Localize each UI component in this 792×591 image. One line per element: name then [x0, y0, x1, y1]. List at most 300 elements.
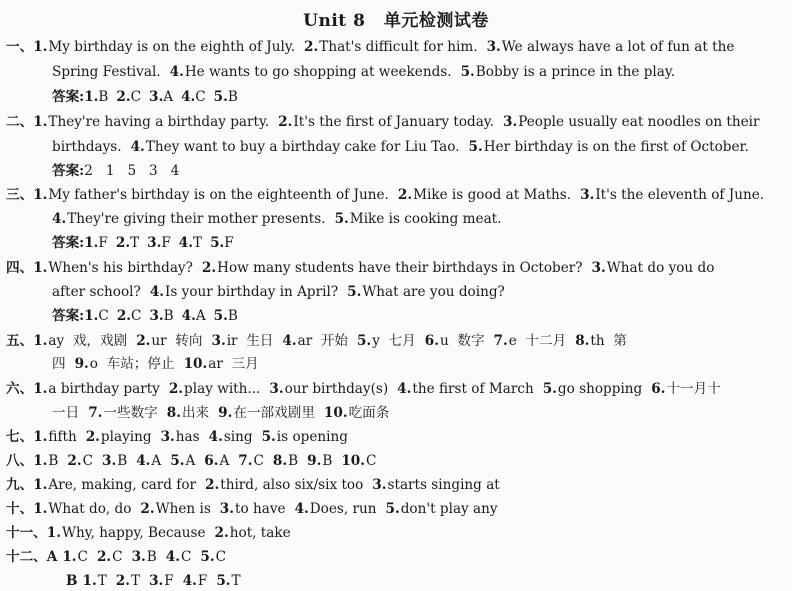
- item-text: 在一部戏剧里: [233, 405, 315, 421]
- unit-label: Unit 8: [303, 11, 366, 31]
- item-number: 5.: [170, 453, 185, 469]
- section-2-line-2: [52, 138, 758, 156]
- item-text: C: [82, 453, 93, 469]
- section-10-line-1: [6, 500, 507, 518]
- section-label: 五、: [6, 333, 34, 349]
- item-number: 5.: [460, 64, 475, 80]
- answer-item: [149, 572, 174, 590]
- section-1-answer: [52, 88, 246, 106]
- answer-item: [273, 452, 298, 470]
- item-text: 一些数字: [103, 405, 158, 421]
- section-label: 十、: [6, 501, 34, 517]
- answer-item: [216, 572, 240, 590]
- item-text: Is your birthday in April?: [165, 284, 339, 300]
- item-number: 2.: [278, 114, 293, 130]
- answer-item: [170, 452, 195, 470]
- answer-item: [341, 452, 376, 470]
- item-text: It's the eleventh of June.: [595, 187, 765, 203]
- item-number: 1.: [33, 260, 48, 276]
- item-text: fifth: [48, 429, 77, 445]
- answer-item: [209, 428, 253, 446]
- item-number: 3.: [211, 333, 226, 349]
- item-text: a birthday party: [48, 381, 160, 397]
- answer-label: 答案:: [52, 235, 85, 251]
- item-number: 7.: [493, 333, 508, 349]
- answer-item: [132, 548, 157, 566]
- answer-item: [184, 355, 259, 373]
- item-number: 4.: [294, 501, 309, 517]
- item-number: 2.: [85, 429, 100, 445]
- answer-item: [136, 332, 202, 350]
- part-a-label: A: [46, 549, 58, 565]
- answer-item: [52, 138, 122, 156]
- answer-item: [169, 380, 261, 398]
- section-3-row-1: [33, 187, 773, 203]
- item-text: B: [117, 453, 128, 469]
- item-text: our birthday(s): [284, 381, 389, 397]
- item-number: 1.: [33, 381, 48, 397]
- answer-choice: [210, 234, 234, 252]
- item-text: the first of March: [412, 381, 534, 397]
- item-text: A: [219, 453, 230, 469]
- item-number: 1.: [33, 333, 48, 349]
- answer-item: [238, 452, 264, 470]
- answer-item: [170, 63, 452, 81]
- section-2-row-1: [33, 114, 768, 130]
- section-1-row-1: [33, 39, 743, 55]
- item-text: hot, take: [229, 525, 291, 541]
- answer-item: [150, 283, 338, 301]
- item-number: 5.: [542, 381, 557, 397]
- choice-number: 2.: [115, 235, 131, 251]
- item-text: 四: [52, 356, 66, 372]
- item-text: They're having a birthday party.: [48, 114, 270, 130]
- answer-choice: [84, 234, 108, 252]
- item-text: Why, happy, Because: [61, 525, 206, 541]
- item-text: It's the first of January today.: [293, 114, 495, 130]
- item-number: 8.: [272, 453, 288, 469]
- item-number: 3.: [269, 381, 284, 397]
- item-number: 5.: [200, 549, 215, 565]
- item-number: 10.: [323, 405, 348, 421]
- item-number: 2.: [304, 39, 319, 55]
- item-text: T: [130, 573, 141, 589]
- section-label: 八、: [6, 453, 34, 469]
- section-10-row-1: [33, 501, 506, 517]
- answer-item: [278, 113, 494, 131]
- item-text: C: [77, 549, 88, 565]
- item-text: o 车站；停止: [89, 356, 175, 372]
- section-6-line-1: [6, 380, 730, 398]
- answer-item: [33, 186, 389, 204]
- item-number: 6.: [424, 333, 439, 349]
- answer-item: [75, 355, 175, 373]
- answer-label: 答案:: [52, 308, 85, 324]
- item-number: 4.: [182, 573, 197, 589]
- answer-item: [33, 452, 58, 470]
- item-number: 5.: [334, 211, 349, 227]
- choice-number: 5.: [213, 308, 228, 324]
- choice-number: 5.: [210, 235, 225, 251]
- choice-number: 3.: [149, 308, 164, 324]
- section-label: 四、: [6, 260, 34, 276]
- item-number: 8.: [166, 405, 181, 421]
- answer-label: 答案:: [52, 89, 85, 105]
- item-text: third, also six/six too: [220, 477, 364, 493]
- item-number: 2.: [214, 525, 229, 541]
- choice-number: 4.: [181, 89, 196, 105]
- choice-number: 1.: [84, 89, 99, 105]
- item-number: 1.: [33, 429, 48, 445]
- answer-item: [166, 548, 192, 566]
- choice-value: T: [130, 235, 140, 251]
- answer-item: [357, 332, 416, 350]
- choice-value: F: [98, 235, 108, 251]
- answer-choice: [214, 307, 238, 325]
- item-number: 4.: [130, 139, 145, 155]
- section-12-line-1: [6, 548, 235, 566]
- item-text: to have: [235, 501, 286, 517]
- choice-value: B: [163, 308, 174, 324]
- answer-choice: [84, 88, 108, 106]
- choice-number: 4.: [181, 308, 196, 324]
- section-5-line-1: [6, 332, 636, 350]
- section-label: 十二、: [6, 549, 47, 565]
- item-text: Mike is good at Maths.: [413, 187, 572, 203]
- answer-item: [83, 572, 107, 590]
- item-number: 3.: [102, 453, 117, 469]
- section-12-line-2: [66, 572, 250, 590]
- answer-choice: [149, 88, 173, 106]
- item-number: 7.: [88, 405, 103, 421]
- item-text: ar 开始: [297, 333, 349, 349]
- answer-item: [202, 259, 583, 277]
- answer-label: 答案:: [52, 163, 85, 179]
- section-4-row-1: [33, 260, 723, 276]
- item-text: What are you doing?: [362, 284, 505, 300]
- item-number: 3.: [160, 429, 175, 445]
- choice-number: 1.: [84, 235, 99, 251]
- choice-value: C: [131, 308, 142, 324]
- item-number: 3.: [580, 187, 595, 203]
- answer-item: [33, 476, 196, 494]
- item-number: 3.: [486, 39, 501, 55]
- item-number: 4.: [282, 333, 297, 349]
- answer-item: [131, 138, 460, 156]
- answer-item: [220, 500, 286, 518]
- item-number: 2.: [67, 453, 82, 469]
- answer-item: [86, 428, 152, 446]
- answer-item: [33, 259, 193, 277]
- answer-item: [97, 548, 123, 566]
- item-text: What do you do: [606, 260, 715, 276]
- item-text: Mike is cooking meat.: [349, 211, 502, 227]
- item-text: y 七月: [372, 333, 416, 349]
- item-text: My father's birthday is on the eighteenth of June.: [48, 187, 389, 203]
- item-number: 2.: [205, 477, 220, 493]
- choice-value: B: [98, 89, 109, 105]
- answer-item: [33, 332, 127, 350]
- answer-choice: [182, 307, 206, 325]
- item-number: 6.: [651, 381, 666, 397]
- section-11-row-1: [47, 525, 300, 541]
- item-number: 3.: [149, 573, 164, 589]
- item-text: We always have a lot of fun at the: [501, 39, 735, 55]
- section-7-row-1: [33, 429, 357, 445]
- item-number: 4.: [136, 453, 151, 469]
- section-2-answer: [52, 162, 179, 180]
- answer-item: [592, 259, 715, 277]
- item-text: T: [97, 573, 107, 589]
- item-number: 1.: [33, 114, 48, 130]
- part-b-answers: [83, 573, 250, 589]
- answer-item: [580, 186, 764, 204]
- item-number: 5.: [347, 284, 362, 300]
- answer-item: [102, 452, 127, 470]
- item-text: u 数字: [439, 333, 485, 349]
- item-text: F: [197, 573, 208, 589]
- choice-value: B: [227, 89, 238, 105]
- item-number: 1.: [33, 477, 48, 493]
- item-text: F: [164, 573, 174, 589]
- answer-item: [116, 572, 140, 590]
- choice-value: A: [195, 308, 206, 324]
- answer-item: [52, 210, 326, 228]
- item-text: B: [322, 453, 333, 469]
- answer-item: [33, 113, 269, 131]
- item-text: They want to buy a birthday cake for Liu Tao.: [145, 139, 460, 155]
- answer-item: [52, 404, 79, 422]
- answer-item: [503, 113, 760, 131]
- item-number: 4.: [165, 549, 180, 565]
- section-6-line-2: [52, 404, 398, 422]
- item-text: has: [175, 429, 200, 445]
- item-text: B: [288, 453, 299, 469]
- section-4-line-1: [6, 259, 723, 277]
- item-text: T: [231, 573, 241, 589]
- item-number: 10.: [183, 356, 208, 372]
- answer-values: 2 1 5 3 4: [84, 163, 180, 179]
- choice-number: 3.: [147, 235, 162, 251]
- item-number: 3.: [131, 549, 146, 565]
- item-number: 4.: [208, 429, 223, 445]
- answer-item: [47, 524, 206, 542]
- item-text: When is: [155, 501, 211, 517]
- answer-item: [167, 404, 209, 422]
- item-number: 6.: [204, 453, 219, 469]
- choice-number: 1.: [84, 308, 99, 324]
- item-text: sing: [223, 429, 253, 445]
- item-number: 4.: [52, 211, 67, 227]
- answer-choice: [181, 88, 206, 106]
- item-number: 2.: [140, 501, 155, 517]
- answer-item: [215, 524, 291, 542]
- answer-item: [183, 572, 208, 590]
- item-text: th 第: [590, 333, 627, 349]
- answer-choice: [147, 234, 171, 252]
- item-text: He wants to go shopping at weekends.: [184, 64, 452, 80]
- section-label: 一、: [6, 39, 34, 55]
- item-number: 4.: [149, 284, 165, 300]
- answer-item: [469, 138, 749, 156]
- item-number: 5.: [468, 139, 483, 155]
- answer-values: [84, 235, 241, 251]
- item-text: ar 三月: [208, 356, 259, 372]
- choice-value: F: [224, 235, 234, 251]
- section-7-line-1: [6, 428, 357, 446]
- answer-choice: [214, 88, 238, 106]
- answer-item: [575, 332, 627, 350]
- item-number: 1.: [33, 501, 48, 517]
- answer-item: [269, 380, 388, 398]
- answer-item: [487, 38, 735, 56]
- choice-number: 2.: [116, 308, 132, 324]
- item-text: 吃面条: [348, 405, 390, 421]
- section-5-row-1: [33, 333, 636, 349]
- item-text: C: [365, 453, 377, 469]
- answer-item: [204, 452, 229, 470]
- answer-item: [205, 476, 363, 494]
- choice-number: 4.: [178, 235, 193, 251]
- item-number: 4.: [397, 381, 412, 397]
- answer-choice: [116, 88, 141, 106]
- item-text: C: [253, 453, 264, 469]
- item-number: 9.: [74, 356, 89, 372]
- answer-item: [398, 186, 571, 204]
- item-number: 1.: [33, 187, 48, 203]
- answer-item: [494, 332, 567, 350]
- section-3-answer: [52, 234, 242, 252]
- section-label: 七、: [6, 429, 34, 445]
- item-number: 10.: [341, 453, 365, 469]
- item-text: 一日: [52, 405, 80, 421]
- item-text: A: [151, 453, 162, 469]
- item-number: 2.: [168, 381, 184, 397]
- section-label: 六、: [6, 381, 34, 397]
- answer-item: [200, 548, 226, 566]
- answer-item: [88, 404, 158, 422]
- item-text: How many students have their birthdays in October?: [217, 260, 583, 276]
- item-text: Are, making, card for: [48, 477, 197, 493]
- section-label: 三、: [6, 187, 34, 203]
- item-text: don't play any: [400, 501, 498, 517]
- answer-item: [386, 500, 498, 518]
- item-number: 9.: [218, 405, 233, 421]
- item-text: birthdays.: [52, 139, 122, 155]
- section-1-line-2: [52, 63, 684, 81]
- answer-item: [282, 332, 348, 350]
- item-text: after school?: [52, 284, 141, 300]
- answer-item: [136, 452, 161, 470]
- item-text: They're giving their mother presents.: [67, 211, 326, 227]
- item-text: starts singing at: [387, 477, 500, 493]
- answer-choice: [149, 307, 173, 325]
- section-2-line-1: [6, 113, 769, 131]
- item-number: 5.: [385, 501, 400, 517]
- item-text: C: [112, 549, 123, 565]
- choice-value: C: [130, 89, 142, 105]
- section-3-line-2: [52, 210, 510, 228]
- part-b-label: B: [66, 573, 78, 589]
- item-number: 3.: [503, 114, 518, 130]
- answer-item: [33, 380, 160, 398]
- item-number: 8.: [575, 333, 590, 349]
- item-text: What do, do: [48, 501, 132, 517]
- answer-item: [324, 404, 389, 422]
- item-text: People usually eat noodles on their: [518, 114, 760, 130]
- answer-item: [461, 63, 676, 81]
- item-number: 4.: [169, 64, 184, 80]
- item-number: 2.: [201, 260, 217, 276]
- item-text: That's difficult for him.: [319, 39, 478, 55]
- section-label: 十一、: [6, 525, 47, 541]
- answer-item: [262, 428, 348, 446]
- answer-item: [304, 38, 478, 56]
- answer-item: [218, 404, 315, 422]
- item-number: 5.: [357, 333, 372, 349]
- answer-item: [140, 500, 210, 518]
- choice-number: 5.: [213, 89, 228, 105]
- item-number: 1.: [82, 573, 97, 589]
- choice-number: 2.: [116, 89, 131, 105]
- item-text: ir 生日: [226, 333, 274, 349]
- item-text: Does, run: [309, 501, 377, 517]
- item-text: Bobby is a prince in the play.: [475, 64, 676, 80]
- choice-value: C: [98, 308, 109, 324]
- section-8-row-1: [33, 453, 385, 469]
- item-text: ur 转向: [151, 333, 203, 349]
- answer-item: [651, 380, 721, 398]
- choice-value: C: [195, 89, 206, 105]
- section-11-line-1: [6, 524, 300, 542]
- item-text: playing: [100, 429, 152, 445]
- answer-item: [212, 332, 274, 350]
- item-text: go shopping: [557, 381, 643, 397]
- answer-item: [372, 476, 499, 494]
- item-text: When's his birthday?: [48, 260, 193, 276]
- item-text: ay 戏，戏剧: [48, 333, 128, 349]
- answer-item: [335, 210, 502, 228]
- answer-choice: [84, 307, 109, 325]
- section-1-line-1: [6, 38, 743, 56]
- answer-item: [425, 332, 485, 350]
- item-text: B: [48, 453, 59, 469]
- answer-item: [161, 428, 200, 446]
- section-9-row-1: [33, 477, 509, 493]
- answer-item: [295, 500, 377, 518]
- answer-values: [84, 89, 246, 105]
- item-number: 1.: [33, 39, 48, 55]
- choice-value: B: [227, 308, 238, 324]
- item-number: 2.: [397, 187, 413, 203]
- section-4-answer: [52, 307, 246, 325]
- section-8-line-1: [6, 452, 385, 470]
- item-text: Her birthday is on the first of October.: [483, 139, 749, 155]
- item-number: 7.: [238, 453, 253, 469]
- answer-item: [52, 63, 161, 81]
- item-number: 2.: [115, 573, 130, 589]
- choice-value: T: [192, 235, 203, 251]
- choice-number: 3.: [149, 89, 164, 105]
- item-text: is opening: [276, 429, 348, 445]
- part-a-answers: [62, 549, 235, 565]
- title-text: 单元检测试卷: [383, 11, 489, 31]
- answer-choice: [116, 234, 139, 252]
- item-text: 十一月十: [666, 381, 721, 397]
- item-number: 3.: [372, 477, 387, 493]
- item-text: My birthday is on the eighth of July.: [48, 39, 296, 55]
- item-number: 1.: [33, 453, 48, 469]
